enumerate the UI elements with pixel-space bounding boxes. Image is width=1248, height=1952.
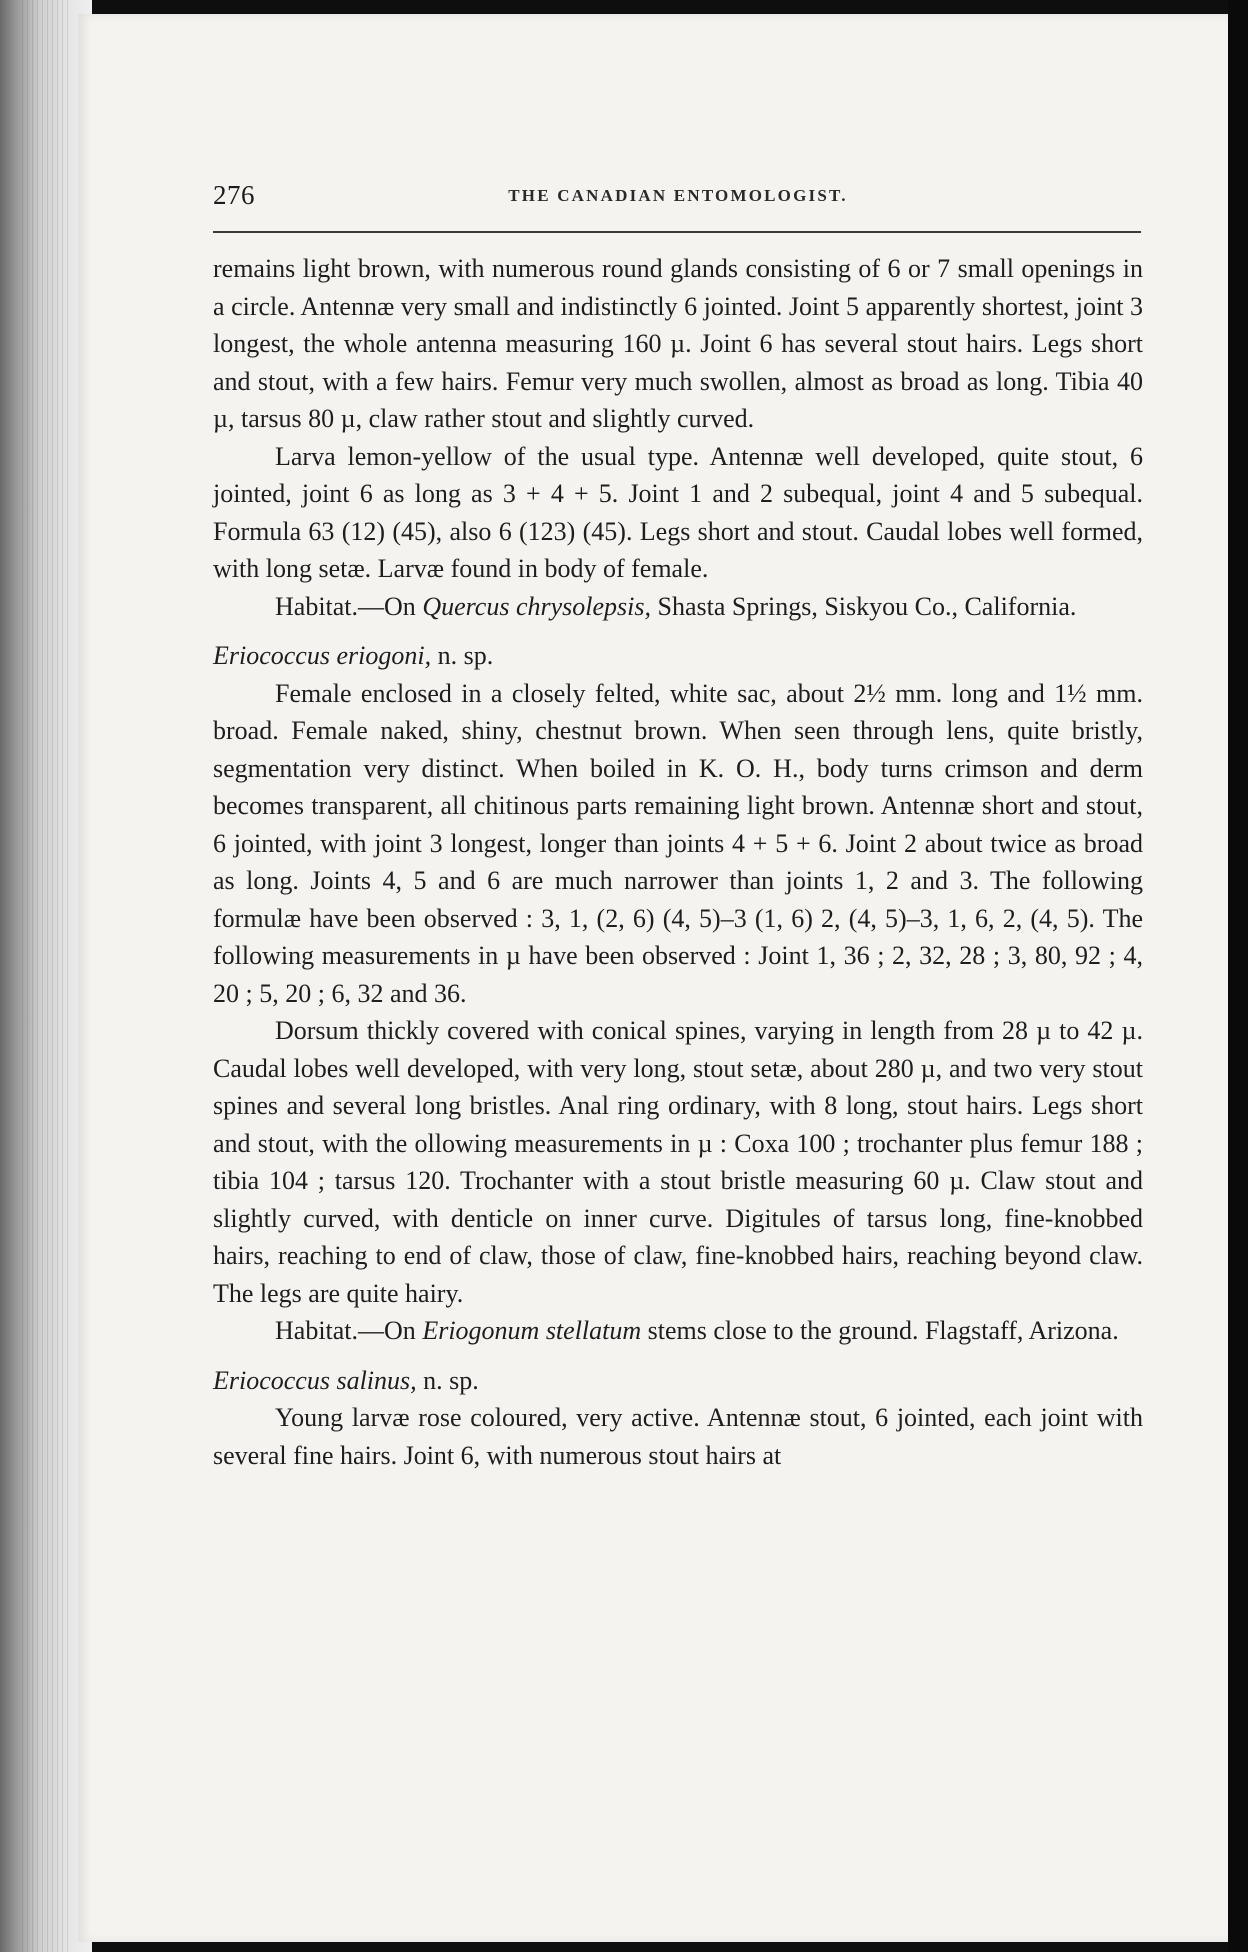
- article-body: [213, 250, 1143, 1474]
- running-head: [213, 180, 1143, 214]
- habitat-location: stems close to the ground. Flagstaff, Arizona.: [641, 1316, 1119, 1345]
- habitat-location: Shasta Springs, Siskyou Co., California.: [650, 591, 1077, 621]
- host-plant-name: Eriogonum stellatum: [422, 1316, 642, 1345]
- gutter-texture: [22, 0, 68, 1952]
- paragraph-larva: Larva lemon-yellow of the usual type. Antennæ well developed, quite stout, 6 jointed, joint 6 as long as 3 + 4 + 5. Joint 1 and 2 subequal, joint 4 and 5 subequal. Formula 63 (12) (45), also 6 (123) (45). Legs short and stout. Caudal lobes well formed, with long setæ. Larvæ found in body of female.: [213, 441, 1143, 583]
- species-heading-eriogoni: [213, 637, 1143, 675]
- paragraph-habitat-quercus: [213, 588, 1143, 626]
- species-suffix: n. sp.: [431, 641, 494, 670]
- host-plant-name: Quercus chrysolepsis,: [422, 591, 651, 621]
- paragraph-young-larvae: Young larvæ rose coloured, very active. Antennæ stout, 6 jointed, each joint with several fine hairs. Joint 6, with numerous stout hairs at: [213, 1403, 1143, 1470]
- header-rule: [213, 231, 1141, 233]
- species-name: Eriococcus salinus,: [213, 1365, 417, 1395]
- habitat-prefix: Habitat.—On: [275, 591, 423, 621]
- paragraph-continued: remains light brown, with numerous round glands consisting of 6 or 7 small openings in a circle. Antennæ very small and indistinctly 6 jointed. Joint 5 apparently shortest, joint 3 longest, the whole antenna measuring 160 µ. Joint 6 has several stout hairs. Legs short and stout, with a few hairs. Femur very much swollen, almost as broad as long. Tibia 40 µ, tarsus 80 µ, claw rather stout and slightly curved.: [213, 254, 1143, 433]
- species-suffix: n. sp.: [416, 1365, 479, 1395]
- paragraph-dorsum: Dorsum thickly covered with conical spines, varying in length from 28 µ to 42 µ. Caudal lobes well developed, with very long, stout setæ, about 280 µ, and two very stout spines and several long bristles. Anal ring ordinary, with 8 long, stout hairs. Legs short and stout, with the ollowing measurements in µ : Coxa 100 ; trochanter plus femur 188 ; tibia 104 ; tarsus 120. Trochanter with a stout bristle measuring 60 µ. Claw stout and slightly curved, with denticle on inner curve. Digitules of tarsus long, fine-knobbed hairs, reaching to end of claw, those of claw, fine-knobbed hairs, reaching beyond claw. The legs are quite hairy.: [213, 1016, 1143, 1308]
- species-heading-salinus: [213, 1362, 1143, 1400]
- page-edge-shadow: [1228, 0, 1248, 1952]
- paragraph-habitat-eriogonum: [213, 1312, 1143, 1350]
- habitat-prefix: Habitat.—On: [275, 1316, 423, 1345]
- species-name: Eriococcus eriogoni,: [213, 641, 432, 670]
- page-number: 276: [213, 180, 255, 210]
- journal-title: THE CANADIAN ENTOMOLOGIST.: [508, 186, 848, 205]
- paragraph-female-description: Female enclosed in a closely felted, white sac, about 2½ mm. long and 1½ mm. broad. Female naked, shiny, chestnut brown. When seen through lens, quite bristly, segmentation very distinct. When boiled in K. O. H., body turns crimson and derm becomes transparent, all chitinous parts remaining light brown. Antennæ short and stout, 6 jointed, with joint 3 longest, longer than joints 4 + 5 + 6. Joint 2 about twice as broad as long. Joints 4, 5 and 6 are much narrower than joints 1, 2 and 3. The following formulæ have been observed : 3, 1, (2, 6) (4, 5)–3 (1, 6) 2, (4, 5)–3, 1, 6, 2, (4, 5). The following measurements in µ have been observed : Joint 1, 36 ; 2, 32, 28 ; 3, 80, 92 ; 4, 20 ; 5, 20 ; 6, 32 and 36.: [213, 678, 1143, 1008]
